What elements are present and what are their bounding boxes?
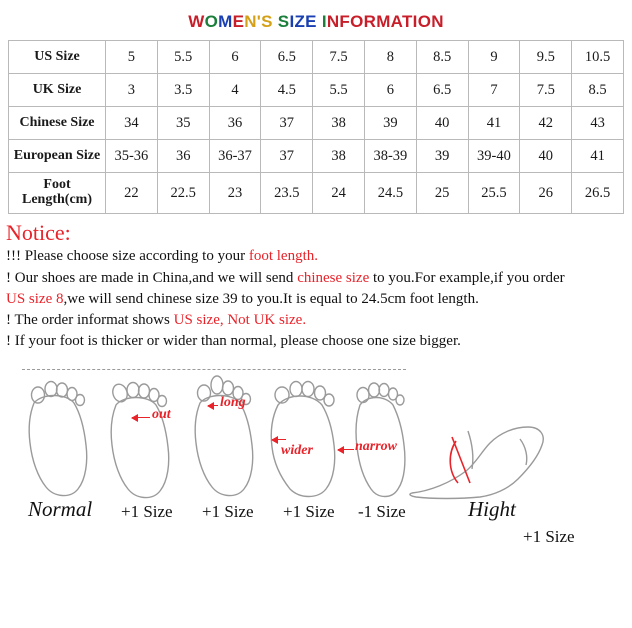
caption-out: +1 Size [121,501,173,521]
cell: 7.5 [313,41,365,74]
notice-line-2-highlight: chinese size [297,269,370,286]
cell: 3 [106,74,158,107]
notice-line-2-prefix: ! Our shoes are made in China,and we will send [6,269,298,286]
cell: 35 [157,107,209,140]
caption-hight: Hight [468,496,516,521]
table-row [9,140,624,173]
notice-line-4 [6,310,626,331]
cell: 39 [416,140,468,173]
notice-line-5-prefix: ! If your foot is thicker or wider than normal, please choose one size bigger. [6,333,461,350]
page-title [0,0,632,40]
notice-line-5 [6,331,626,352]
caption-wider: +1 Size [283,501,335,521]
notice-line-4-highlight: US size, Not UK size. [173,312,307,329]
title-part-5: S [277,12,290,31]
cell: 41 [572,140,624,173]
size-table-wrap [0,40,632,214]
cell: 24.5 [364,173,416,214]
cell: 5.5 [313,74,365,107]
arrow-long [208,405,218,406]
arrow-wider [272,439,286,440]
caption-hight-size: +1 Size [523,526,575,546]
cell: 22.5 [157,173,209,214]
cell: 26 [520,173,572,214]
cell: 43 [572,107,624,140]
title-part-4: N'S [244,12,278,31]
cell: 7.5 [520,74,572,107]
caption-normal: Normal [28,496,93,521]
cell: 25.5 [468,173,520,214]
cell: 6.5 [416,74,468,107]
table-row [9,41,624,74]
label-narrow: narrow [355,438,398,454]
title-part-6: IZE [289,12,322,31]
cell: 4 [209,74,261,107]
arrow-out [132,417,150,418]
cell: 8 [364,41,416,74]
title-part-3: E [232,12,245,31]
feet-diagram [0,359,632,559]
title-part-8: NFORMATION [326,12,444,31]
cell: 26.5 [572,173,624,214]
cell: 36-37 [209,140,261,173]
notice-line-2 [6,268,626,289]
cell: 6 [209,41,261,74]
size-table [8,40,624,214]
cell: 9 [468,41,520,74]
cell: 10.5 [572,41,624,74]
row-header-european: European Size [9,140,106,173]
notice-line-4-prefix: ! The order informat shows [6,312,174,329]
notice-line-3-suffix: ,we will send chinese size 39 to you.It is equal to 24.5cm foot length. [63,290,479,307]
cell: 35-36 [106,140,158,173]
notice-line-3 [6,289,626,310]
cell: 42 [520,107,572,140]
notice-line-2-suffix: to you.For example,if you order [369,269,565,286]
foot-out [111,382,169,497]
cell: 37 [261,140,313,173]
cell: 34 [106,107,158,140]
cell: 3.5 [157,74,209,107]
caption-narrow: -1 Size [358,501,406,521]
row-header-foot-length: Foot Length(cm) [9,173,106,214]
cell: 22 [106,173,158,214]
arrow-narrow [338,449,354,450]
cell: 38-39 [364,140,416,173]
cell: 25 [416,173,468,214]
row-header-uk: UK Size [9,74,106,107]
cell: 23 [209,173,261,214]
cell: 8.5 [572,74,624,107]
cell: 24 [313,173,365,214]
cell: 40 [416,107,468,140]
cell: 39-40 [468,140,520,173]
foot-illustrations [0,365,632,515]
label-long: long [220,394,246,410]
label-out: out [152,406,171,422]
cell: 7 [468,74,520,107]
cell: 4.5 [261,74,313,107]
label-wider: wider [281,442,313,458]
cell: 5.5 [157,41,209,74]
table-row [9,107,624,140]
cell: 37 [261,107,313,140]
cell: 6.5 [261,41,313,74]
cell: 9.5 [520,41,572,74]
cell: 40 [520,140,572,173]
cell: 23.5 [261,173,313,214]
caption-long: +1 Size [202,501,254,521]
notice-line-3-highlight: US size 8 [6,290,64,307]
foot-normal [29,381,87,495]
row-header-us: US Size [9,41,106,74]
notice-heading: Notice: [6,220,71,245]
cell: 39 [364,107,416,140]
title-part-2: M [218,12,233,31]
cell: 6 [364,74,416,107]
caption-row [0,497,632,555]
cell: 41 [468,107,520,140]
cell: 38 [313,140,365,173]
table-row [9,173,624,214]
cell: 38 [313,107,365,140]
instep-height-marker [450,437,470,483]
row-header-chinese: Chinese Size [9,107,106,140]
title-part-0: W [188,12,205,31]
foot-long [195,376,253,496]
notice-line-1 [6,246,626,267]
cell: 36 [209,107,261,140]
title-part-7: I [321,12,327,31]
notice-block [0,214,632,353]
table-row [9,74,624,107]
notice-line-1-highlight: foot length. [248,248,318,265]
foot-side-profile [410,427,543,499]
notice-line-1-prefix: !!! Please choose size according to your [6,248,249,265]
cell: 8.5 [416,41,468,74]
cell: 5 [106,41,158,74]
cell: 36 [157,140,209,173]
title-part-1: O [204,12,219,31]
